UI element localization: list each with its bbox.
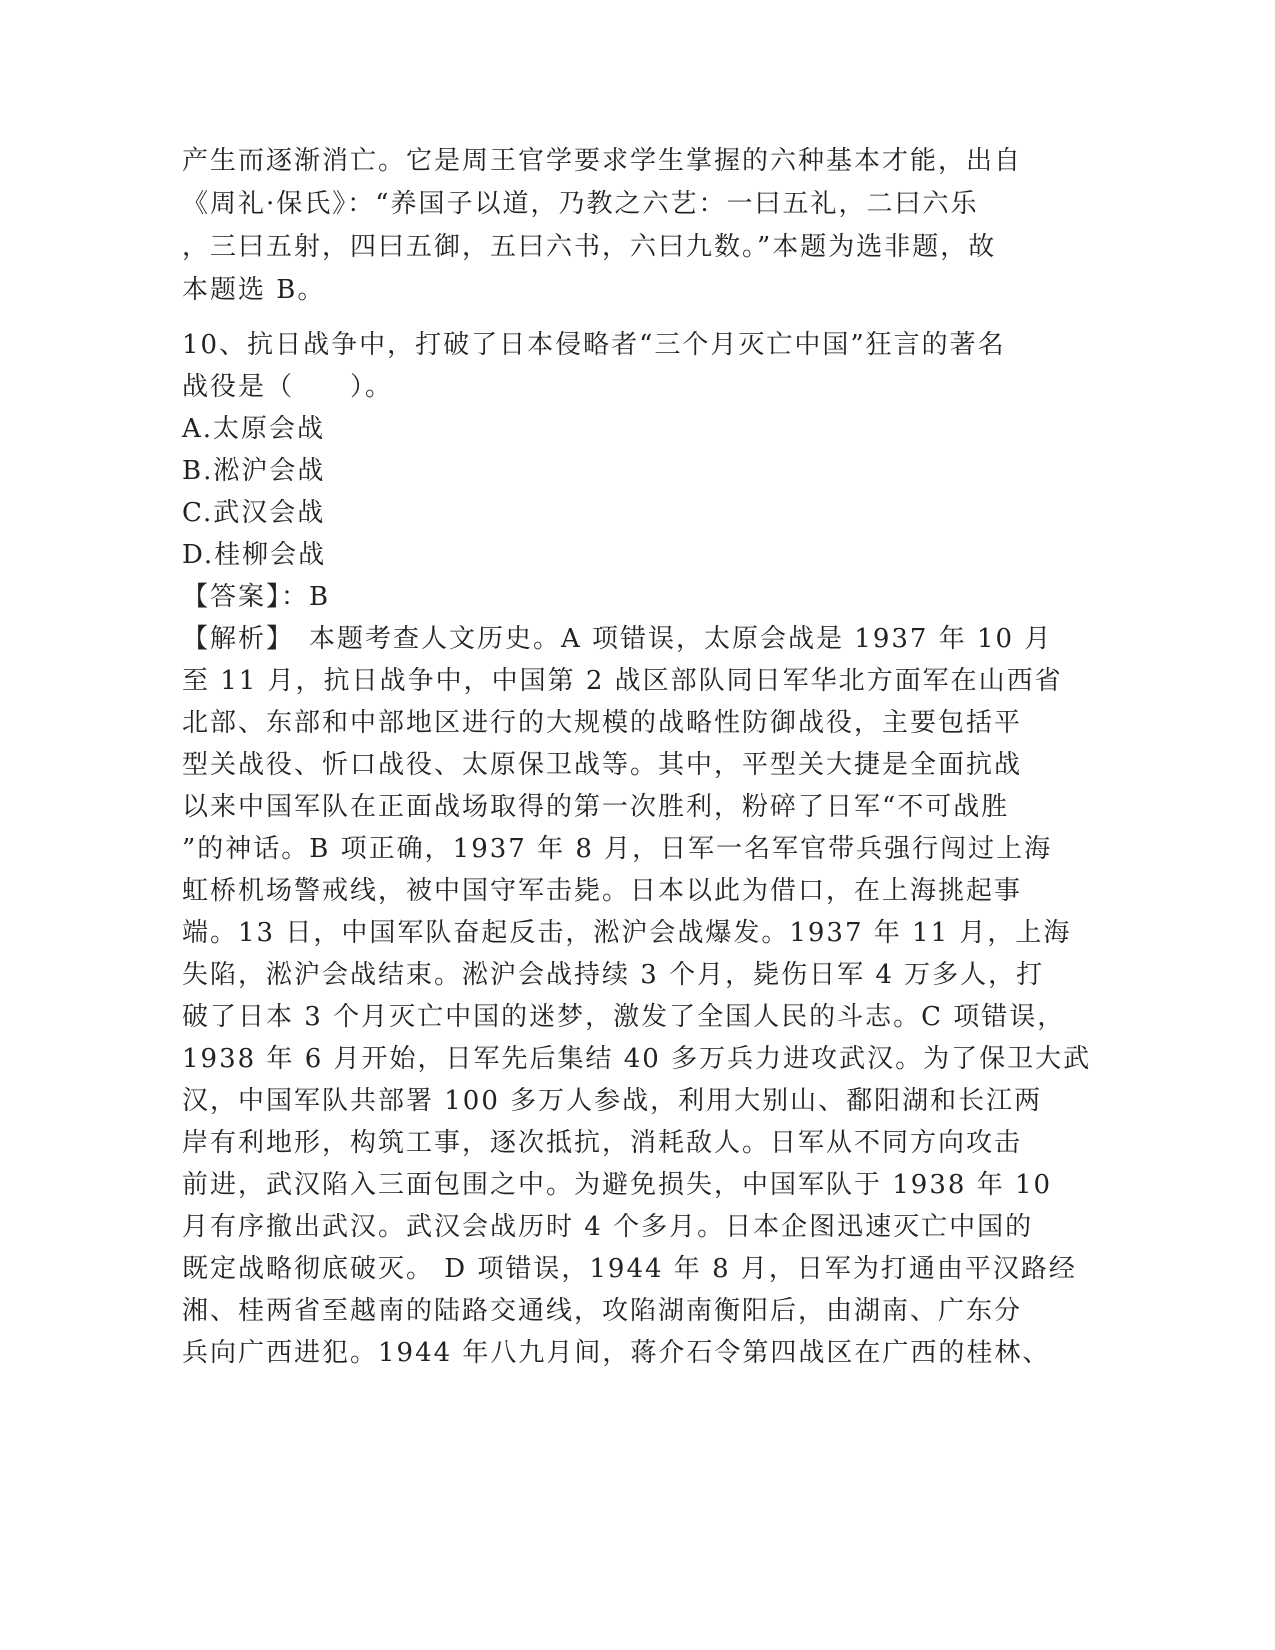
analysis-line: 汉，中国军队共部署 100 多万人参战，利用大别山、鄱阳湖和长江两 (182, 1086, 1043, 1116)
option-b: B.淞沪会战 (182, 456, 326, 486)
analysis-line: 既定战略彻底破灭。 D 项错误，1944 年 8 月，日军为打通由平汉路经 (182, 1254, 1077, 1284)
answer-line: 【答案】：B (182, 582, 331, 612)
analysis (182, 618, 1092, 1374)
analysis-line: 兵向广西进犯。1944 年八九月间，蒋介石令第四战区在广西的桂林、 (182, 1338, 1051, 1368)
analysis-line: 月有序撤出武汉。武汉会战历时 4 个多月。日本企图迅速灭亡中国的 (182, 1212, 1034, 1242)
question-10 (182, 324, 1092, 1374)
analysis-line: 1938 年 6 月开始，日军先后集结 40 多万兵力进攻武汉。为了保卫大武 (182, 1044, 1092, 1074)
analysis-line: 以来中国军队在正面战场取得的第一次胜利，粉碎了日军“不可战胜 (182, 792, 1010, 822)
analysis-line: 湘、桂两省至越南的陆路交通线，攻陷湖南衡阳后，由湖南、广东分 (182, 1296, 1023, 1326)
analysis-line: 破了日本 3 个月灭亡中国的迷梦，激发了全国人民的斗志。C 项错误， (182, 1002, 1066, 1032)
analysis-line: 端。13 日，中国军队奋起反击，淞沪会战爆发。1937 年 11 月，上海 (182, 918, 1072, 948)
analysis-line: 北部、东部和中部地区进行的大规模的战略性防御战役，主要包括平 (182, 708, 1023, 738)
analysis-line: 失陷，淞沪会战结束。淞沪会战持续 3 个月，毙伤日军 4 万多人，打 (182, 960, 1045, 990)
text-line: 《周礼·保氏》：“养国子以道，乃教之六艺：一曰五礼，二曰六乐 (182, 189, 979, 219)
question-stem-line: 战役是（ ）。 (182, 372, 394, 402)
analysis-line: 前进，武汉陷入三面包围之中。为避免损失，中国军队于 1938 年 10 (182, 1170, 1053, 1200)
previous-explanation (182, 140, 1042, 312)
analysis-line: ”的神话。B 项正确，1937 年 8 月，日军一名军官带兵强行闯过上海 (182, 834, 1053, 864)
paragraph-gap (182, 312, 1042, 324)
analysis-line: 至 11 月，抗日战争中，中国第 2 战区部队同日军华北方面军在山西省 (182, 666, 1063, 696)
analysis-line: 【解析】 本题考查人文历史。A 项错误，太原会战是 1937 年 10 月 (182, 624, 1053, 654)
option-d: D.桂柳会战 (182, 540, 327, 570)
question-stem-line: 10、抗日战争中，打破了日本侵略者“三个月灭亡中国”狂言的著名 (182, 330, 1006, 360)
text-line: 产生而逐渐消亡。它是周王官学要求学生掌握的六种基本才能，出自 (182, 146, 1023, 176)
text-line: ，三曰五射，四曰五御，五曰六书，六曰九数。”本题为选非题，故 (182, 232, 997, 262)
text-line: 本题选 B。 (182, 275, 326, 305)
analysis-line: 岸有利地形，构筑工事，逐次抵抗，消耗敌人。日军从不同方向攻击 (182, 1128, 1023, 1158)
analysis-line: 虹桥机场警戒线，被中国守军击毙。日本以此为借口，在上海挑起事 (182, 876, 1023, 906)
analysis-line: 型关战役、忻口战役、太原保卫战等。其中，平型关大捷是全面抗战 (182, 750, 1023, 780)
option-a: A.太原会战 (182, 414, 326, 444)
document-content (182, 140, 1092, 1374)
option-c: C.武汉会战 (182, 498, 326, 528)
